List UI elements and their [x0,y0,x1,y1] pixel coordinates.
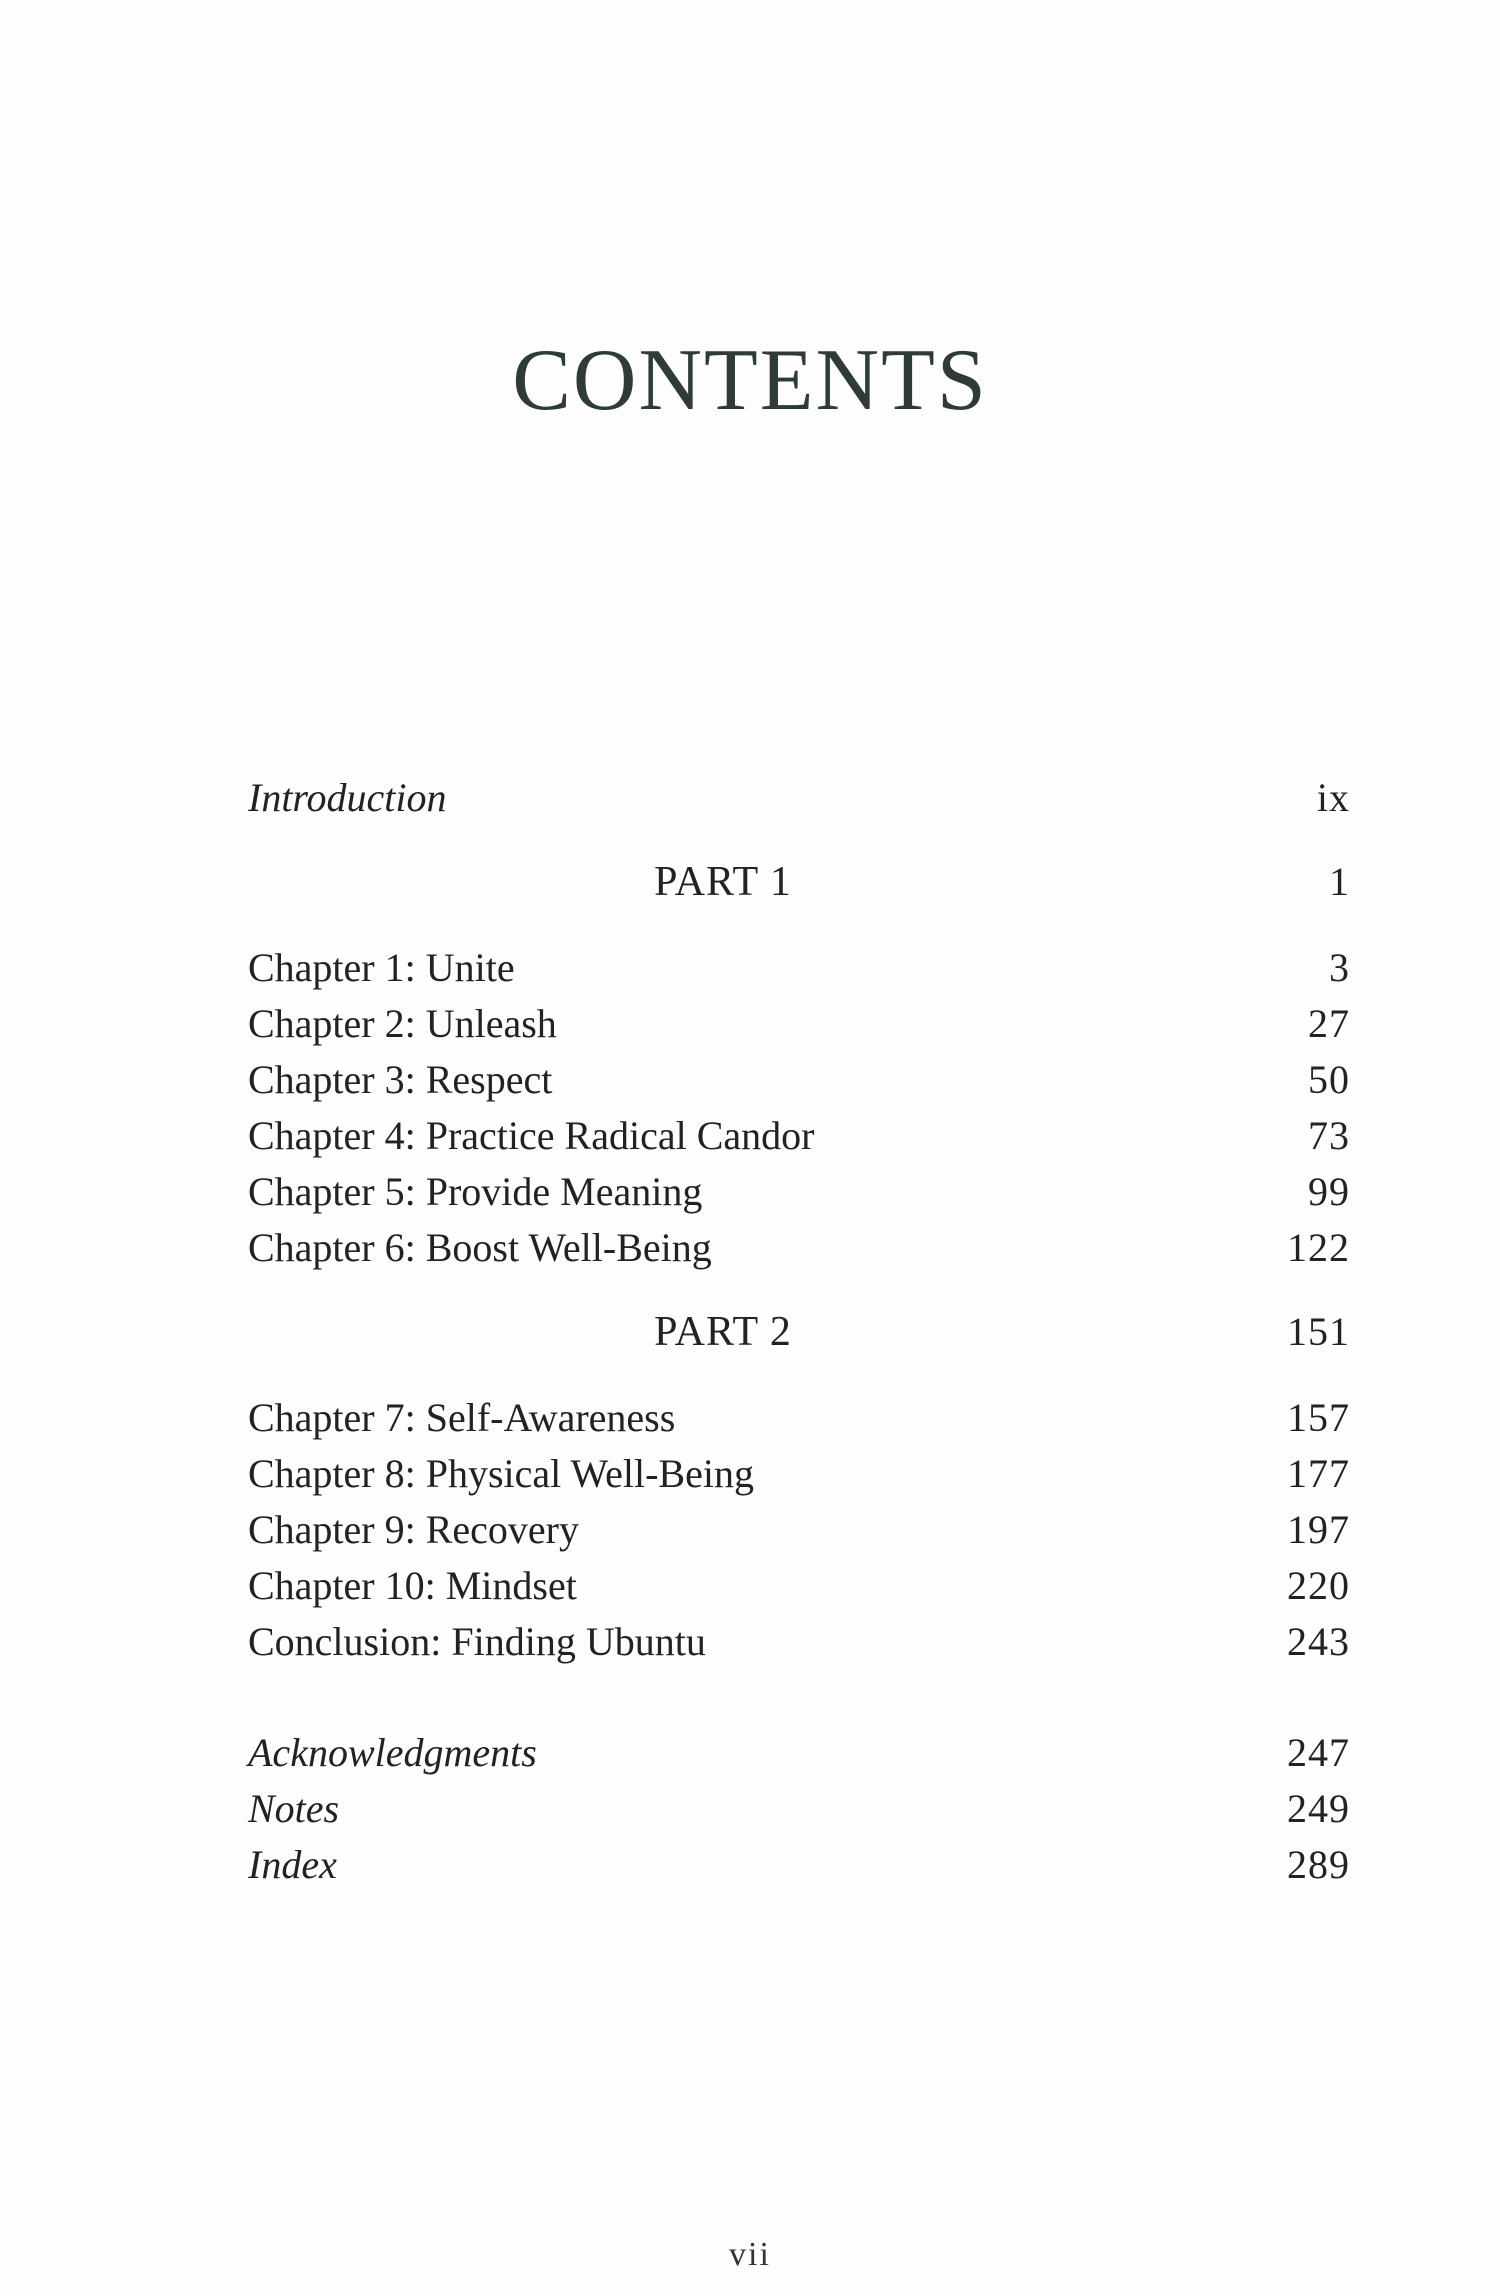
toc-entry-chapter-8[interactable] [248,1446,1350,1502]
toc-entry-page: 177 [1287,1451,1350,1496]
toc-entry-label: Chapter 8: Physical Well-Being [248,1451,754,1496]
toc-entry-chapter-4[interactable] [248,1108,1350,1164]
toc-entry-page: 220 [1287,1563,1350,1608]
toc-entry-page: 99 [1308,1169,1350,1214]
toc-entry-conclusion[interactable] [248,1614,1350,1670]
toc-entry-page: 151 [1287,1309,1350,1354]
toc-entry-label: Chapter 1: Unite [248,945,515,990]
page-number-footer: vii [729,2236,771,2273]
page-title: CONTENTS [512,332,988,429]
toc-entry-page: 249 [1287,1786,1350,1831]
toc-entry-chapter-1[interactable] [248,940,1350,996]
toc-part-heading-2[interactable] [248,1304,1350,1360]
toc-entry-label: Chapter 10: Mindset [248,1563,577,1608]
toc-entry-chapter-9[interactable] [248,1502,1350,1558]
toc-entry-label: Introduction [248,775,447,820]
toc-entry-page: 50 [1308,1057,1350,1102]
toc-entry-acknowledgments[interactable] [248,1725,1350,1781]
toc-entry-chapter-2[interactable] [248,996,1350,1052]
toc-entry-page: ix [1316,775,1350,820]
toc-entry-label: Chapter 2: Unleash [248,1001,557,1046]
toc-entry-page: 157 [1287,1395,1350,1440]
toc-entry-chapter-3[interactable] [248,1052,1350,1108]
toc-entry-chapter-7[interactable] [248,1390,1350,1446]
toc-entry-page: 289 [1287,1842,1350,1887]
toc-entry-chapter-5[interactable] [248,1164,1350,1220]
toc-entry-chapter-6[interactable] [248,1220,1350,1276]
toc-entry-page: 27 [1308,1001,1350,1046]
toc-entry-index[interactable] [248,1837,1350,1893]
toc-entry-page: 1 [1329,859,1350,904]
toc-entry-label: Chapter 7: Self-Awareness [248,1395,676,1440]
toc-entry-page: 3 [1329,945,1350,990]
toc-entry-page: 122 [1287,1225,1350,1270]
toc-entry-introduction[interactable] [248,770,1350,826]
toc-entry-label: Chapter 3: Respect [248,1057,553,1102]
toc-entry-page: 243 [1287,1619,1350,1664]
toc-entry-page: 197 [1287,1507,1350,1552]
toc-entry-page: 73 [1308,1113,1350,1158]
toc-entry-label: Chapter 4: Practice Radical Candor [248,1113,815,1158]
toc-entry-label: Notes [248,1786,340,1831]
toc-entry-label: Chapter 5: Provide Meaning [248,1169,703,1214]
toc-entry-label: Chapter 9: Recovery [248,1507,579,1552]
toc-entry-label: Conclusion: Finding Ubuntu [248,1619,706,1664]
toc-part-heading-1[interactable] [248,854,1350,910]
toc-entry-label: Chapter 6: Boost Well-Being [248,1225,712,1270]
toc-entry-page: 247 [1287,1730,1350,1775]
toc-part-label: PART 2 [654,1309,792,1355]
toc-entry-notes[interactable] [248,1781,1350,1837]
toc-entry-label: Acknowledgments [248,1730,537,1775]
toc-part-label: PART 1 [654,859,792,905]
toc-entry-chapter-10[interactable] [248,1558,1350,1614]
toc-entry-label: Index [248,1842,337,1887]
